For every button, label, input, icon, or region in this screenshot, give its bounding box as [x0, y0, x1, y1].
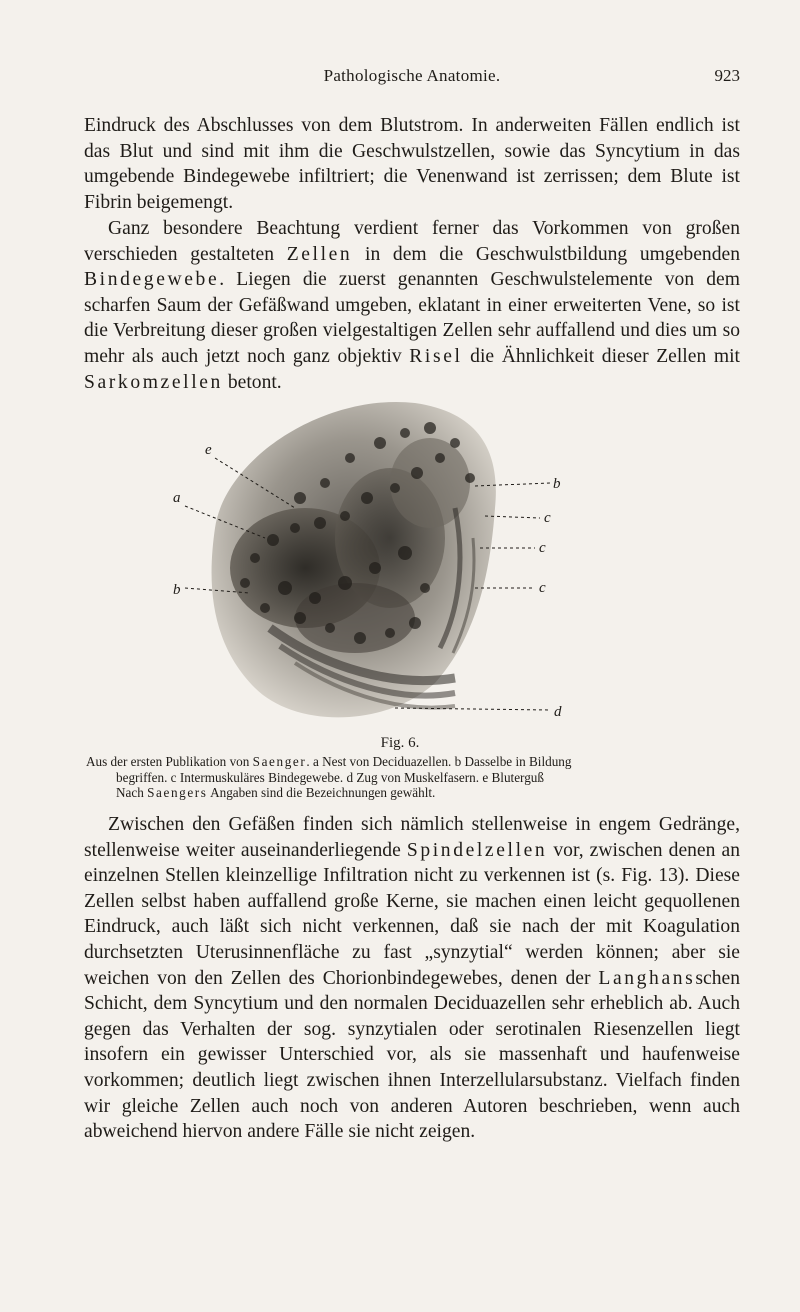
figure-label-c3: c [539, 580, 546, 596]
caption-text: Angaben sind die Bezeichnungen gewählt. [207, 785, 436, 800]
text-run: die Ähnlichkeit dieser Zellen mit [462, 345, 740, 367]
text-run: in dem die Geschwulstbildung umgebenden [352, 243, 740, 265]
caption-line-1 [86, 754, 738, 770]
running-head: Pathologische Anatomie. [323, 66, 501, 85]
figure-label-b-right: b [553, 476, 561, 492]
caption-line-3 [86, 785, 738, 801]
tissue-illustration [212, 402, 496, 717]
text-run: vor, zwischen denen an einzelnen Stellen kleinzellige Infiltration nicht zu verkennen ist (s. Fig. 13). Diese Zellen selbst haben auffallend große Kerne, sie machen einen leicht gequollenen Eindruck, auch läßt sich nicht verkennen, daß sie nach der mit Koagulation durchsetzten Uterusinnenfläche zu fast „synzytial“ werden können; aber sie weichen von den Zellen des Chorionbindegewebes, denen der [84, 839, 740, 989]
text-run: schen Schicht, dem Syncytium und den normalen Deciduazellen sehr erheblich ab. Auch gegen das Verhalten der sog. synzytialen oder serotinalen Riesenzellen liegt insofern ein gewisser Unterschied vor, als sie massenhaft und haufenweise vorkommen; deutlich liegt zwischen ihnen Interzellularsubstanz. Vielfach finden wir gleiche Zellen auch noch von anderen Autoren beschrieben, wenn auch abweichend hiervon andere Fälle sie nicht zeigen. [84, 967, 740, 1143]
spaced-author: Risel [409, 345, 463, 367]
text-run: Ganz besondere Beachtung verdient ferner das Vorkommen von großen verschieden gestalteten [84, 218, 740, 265]
paragraph-1: Eindruck des Abschlusses von dem Blutstrom. In anderweiten Fällen endlich ist das Blut und sind mit ihm die Geschwulstzellen, sowie das Syncytium in das umgebende Bindegewebe infiltriert; die Venenwand ist zerrissen; dem Blute ist Fibrin beigemengt. [84, 115, 740, 213]
spaced-term: Spindelzellen [406, 839, 548, 861]
caption-text: Aus der ersten Publikation von [86, 754, 253, 769]
text-run: betont. [222, 371, 282, 393]
figure-number: Fig. 6. [380, 735, 420, 751]
page-header [84, 66, 740, 90]
figure-label-d: d [554, 704, 562, 720]
figure-label-c1: c [544, 510, 551, 526]
caption-line-2: begriffen. c Intermuskuläres Bindegewebe. d Zug von Muskelfasern. e Bluterguß [116, 769, 544, 785]
caption-author: Saenger [252, 754, 307, 769]
page-number: 923 [714, 66, 740, 85]
figure-label-e: e [205, 442, 212, 458]
paragraph-2 [84, 216, 740, 395]
spaced-term: Sarkomzellen [84, 371, 223, 393]
text-run: . Liegen die zuerst genannten Geschwulstelemente von dem scharfen Saum der Gefäßwand umgeben, eklatant in einer erweiterten Vene, so ist die Verbreitung dieser großen vielgestaltigen Zellen sehr auffallend und dies um so mehr als auch jetzt noch ganz objektiv [84, 269, 740, 367]
figure-label-a: a [173, 490, 181, 506]
caption-author: Saengers [147, 785, 208, 800]
caption-text: Nach [116, 785, 148, 800]
caption-text: . a Nest von Deciduazellen. b Dasselbe in Bildung [306, 754, 572, 769]
spaced-author: Langhans [598, 967, 696, 989]
paragraph-3 [84, 812, 740, 1145]
text-run: Zwischen den Gefäßen finden sich nämlich stellenweise in engem Gedränge, stellenweise weiter auseinanderliegende [84, 814, 740, 861]
spaced-term: Zellen [286, 243, 353, 265]
histology-figure [155, 388, 575, 736]
figure-label-c2: c [539, 540, 546, 556]
spaced-term: Bindegewebe [84, 269, 220, 291]
figure-caption [86, 754, 738, 801]
figure-label-b-left: b [173, 582, 181, 598]
